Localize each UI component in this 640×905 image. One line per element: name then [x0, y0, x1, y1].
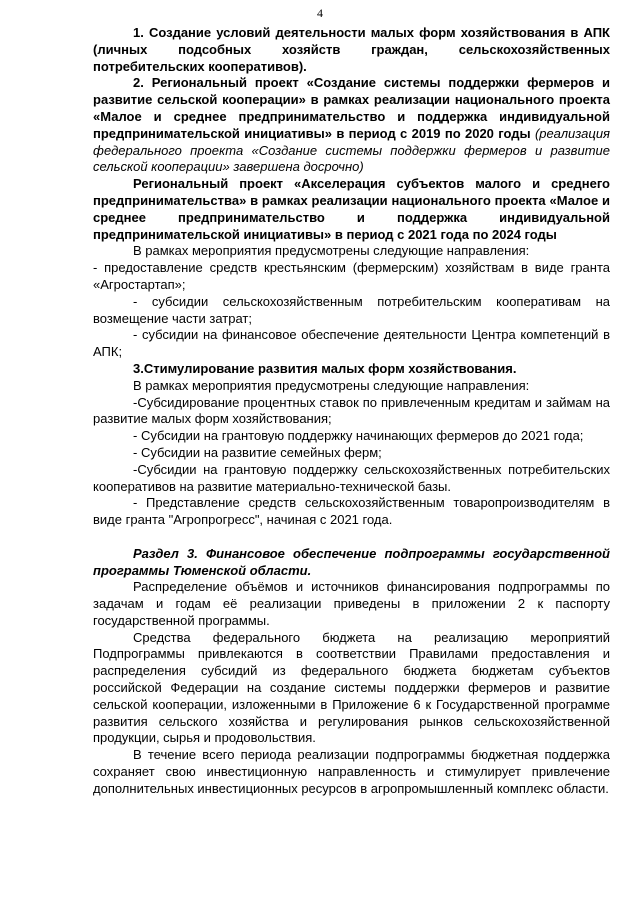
- paragraph-4: В рамках мероприятия предусмотрены следующие направления:: [133, 243, 530, 259]
- paragraph-13: -Субсидии на грантовую поддержку сельскохозяйственных потребительских кооперативов на развитие материально-технической базы.: [93, 461, 610, 494]
- document-body: [93, 25, 610, 798]
- paragraph-14: - Представление средств сельскохозяйственным товаропроизводителям в виде гранта "Агропрогресс", начиная с 2021 года.: [93, 495, 610, 528]
- paragraph-11: - Субсидии на грантовую поддержку начинающих фермеров до 2021 года;: [133, 428, 584, 444]
- paragraph-2-italic: (реализация федерального проекта «Создание системы поддержки фермеров и развитие сельской кооперации» завершена досрочно): [93, 125, 610, 175]
- paragraph-5: - предоставление средств крестьянским (фермерским) хозяйствам в виде гранта «Агростартап»;: [93, 260, 610, 292]
- paragraph-2: [93, 75, 610, 176]
- paragraph-7: - субсидии на финансовое обеспечение деятельности Центра компетенций в АПК;: [93, 327, 610, 360]
- page-number: 4: [317, 6, 323, 20]
- paragraph-3: Региональный проект «Акселерация субъектов малого и среднего предпринимательства» в рамках реализации национального проекта «Малое и среднее предпринимательство и поддержка индивидуальной предпринимательской инициативы» в период с 2021 года по 2024 годы: [93, 176, 610, 242]
- paragraph-10: -Субсидирование процентных ставок по привлеченным кредитам и займам на развитие малых форм хозяйствования;: [93, 394, 610, 427]
- paragraph-16: Средства федерального бюджета на реализацию мероприятий Подпрограммы привлекаются в соответствии Правилами предоставления и распределения субсидий из федерального бюджета бюджетам субъектов российской Федерации на создание системы поддержки фермеров и развитие сельской кооперации, изложенными в Приложение 6 к Государственной программе развития сельского хозяйства и регулирования рынков сельскохозяйственной продукции, сырья и продовольствия.: [93, 629, 610, 746]
- paragraph-12: - Субсидии на развитие семейных ферм;: [133, 444, 382, 460]
- paragraph-9: В рамках мероприятия предусмотрены следующие направления:: [133, 377, 530, 393]
- paragraph-1: 1. Создание условий деятельности малых форм хозяйствования в АПК (личных подсобных хозяйств граждан, сельскохозяйственных потребительских кооперативов).: [93, 25, 610, 74]
- paragraph-17: В течение всего периода реализации подпрограммы бюджетная поддержка сохраняет свою инвестиционную направленность и стимулирует привлечение дополнительных инвестиционных ресурсов в агропромышленный комплекс области.: [93, 747, 610, 796]
- paragraph-8: 3.Стимулирование развития малых форм хозяйствования.: [133, 360, 517, 376]
- paragraph-15: Распределение объёмов и источников финансирования подпрограммы по задачам и годам её реализации приведены в приложении 2 к паспорту государственной программы.: [93, 579, 610, 628]
- spacer: [93, 529, 610, 546]
- paragraph-6: - субсидии сельскохозяйственным потребительским кооперативам на возмещение части затрат;: [93, 293, 610, 326]
- paragraph-2-bold: 2. Региональный проект «Создание системы поддержки фермеров и развитие сельской кооперации» в рамках реализации национального проекта «Малое и среднее предпринимательство и поддержка индивидуальной предпринимательской инициативы» в период с 2019 по 2020 годы: [93, 75, 610, 141]
- section-heading: Раздел 3. Финансовое обеспечение подпрограммы государственной программы Тюменской области.: [93, 545, 610, 578]
